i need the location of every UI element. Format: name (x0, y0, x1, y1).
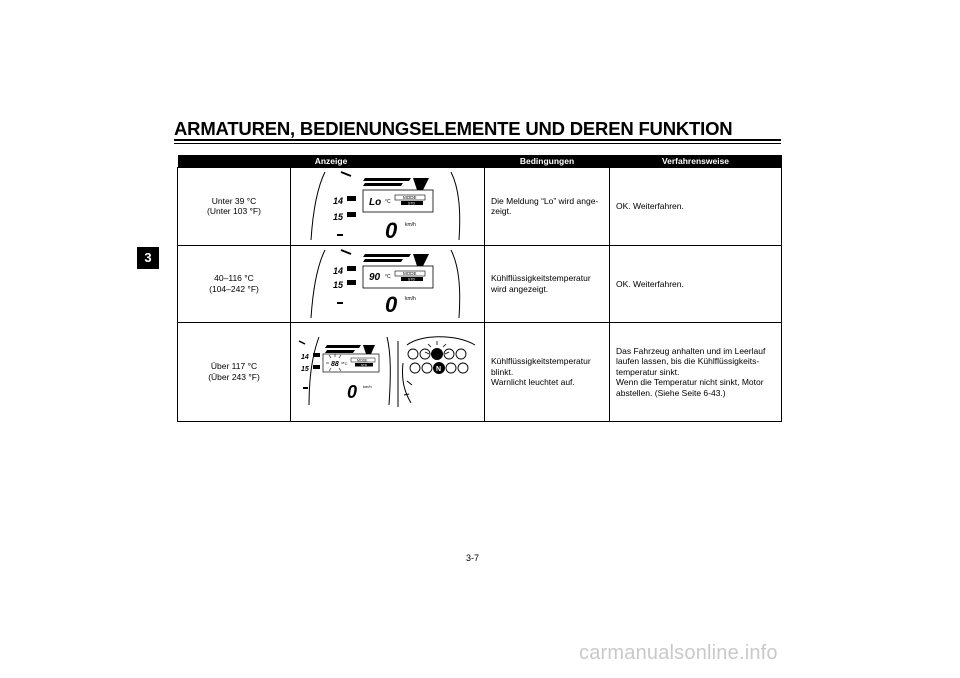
condition-cell (485, 323, 610, 422)
condition-cell (485, 168, 610, 246)
procedure-line: OK. Weiterfahren. (616, 201, 684, 211)
condition-line: wird angezeigt. (491, 283, 549, 294)
temperature-range-celsius: 40–116 °C (214, 273, 254, 284)
display-illustration-cell (291, 168, 485, 246)
procedure-cell (610, 245, 782, 323)
meter-display-illustration (291, 246, 485, 320)
condition-line: Warnlicht leuchtet auf. (491, 377, 575, 387)
tach-label: 14 (301, 354, 309, 361)
temperature-readout: 90 (369, 271, 381, 283)
procedure-cell (610, 168, 782, 246)
chapter-tab: 3 (137, 247, 159, 269)
temperature-table (177, 155, 782, 422)
mode-value: STD (361, 363, 367, 367)
celsius-unit: °C (385, 199, 391, 205)
tach-label: 15 (301, 366, 309, 373)
procedure-line: Wenn die Temperatur nicht sinkt, Motor (616, 377, 764, 387)
temperature-range-celsius: Unter 39 °C (211, 195, 257, 206)
temperature-range-cell (178, 323, 291, 422)
temperature-range-cell (178, 245, 291, 323)
table-row (178, 323, 782, 422)
speed-unit: km/h (405, 295, 416, 302)
temperature-range-cell (178, 168, 291, 246)
column-header-procedure: Verfahrensweise (610, 155, 782, 168)
speed-readout: 0 (347, 382, 358, 402)
procedure-line: abstellen. (Siehe Seite 6-43.) (616, 387, 726, 398)
svg-text:88: 88 (331, 361, 339, 368)
meter-display-illustration (291, 168, 485, 242)
table-row (178, 168, 782, 246)
procedure-line: temperatur sinkt. (616, 366, 680, 377)
procedure-line: OK. Weiterfahren. (616, 278, 684, 289)
page-number: 3-7 (466, 553, 480, 563)
temperature-range-fahrenheit: (Über 243 °F) (208, 371, 260, 382)
tach-label: 15 (333, 279, 344, 290)
condition-line: Die Meldung “Lo” wird ange- (491, 195, 599, 206)
watermark: carmanualsonline.info (579, 642, 778, 664)
tach-label: 15 (333, 212, 344, 222)
mode-label: MODE (403, 195, 417, 200)
meter-and-warning-illustration (291, 323, 485, 418)
condition-line: Kühlflüssigkeitstemperatur (491, 273, 591, 284)
speed-unit: km/h (405, 222, 416, 228)
table-header-row (178, 155, 782, 168)
display-illustration-cell (291, 323, 485, 422)
column-header-conditions: Bedingungen (485, 155, 610, 168)
column-header-display: Anzeige (178, 155, 485, 168)
condition-line: zeigt. (491, 206, 512, 217)
tach-label: 14 (333, 265, 344, 276)
procedure-line: laufen lassen, bis die Kühlflüssigkeits- (616, 356, 760, 366)
mode-label: MODE (357, 358, 368, 363)
svg-text:N: N (436, 366, 442, 373)
procedure-line: Das Fahrzeug anhalten und im Leerlauf (616, 345, 766, 356)
tach-label: 14 (333, 196, 344, 206)
page-title: ARMATUREN, BEDIENUNGSELEMENTE UND DEREN FUNKTION (174, 118, 733, 139)
condition-cell (485, 245, 610, 323)
speed-unit: km/h (363, 384, 372, 389)
mode-label: MODE (403, 270, 417, 276)
temperature-range-fahrenheit: (Unter 103 °F) (207, 206, 261, 217)
mode-value: STD (408, 277, 415, 281)
display-illustration-cell (291, 245, 485, 323)
temperature-range-celsius: Über 117 °C (210, 361, 258, 372)
table-row (178, 245, 782, 323)
celsius-unit: °C (343, 361, 348, 366)
celsius-unit: °C (385, 273, 391, 280)
speed-readout: 0 (385, 291, 398, 317)
temperature-readout: Lo (369, 197, 382, 208)
condition-line: blinkt. (491, 366, 514, 377)
temperature-range-fahrenheit: (104–242 °F) (209, 283, 259, 294)
condition-line: Kühlflüssigkeitstemperatur (491, 356, 591, 366)
procedure-cell (610, 323, 782, 422)
title-rule-thin (174, 143, 781, 144)
mode-value: STD (408, 201, 415, 206)
speed-readout: 0 (385, 218, 398, 242)
title-rule-thick (174, 139, 781, 141)
